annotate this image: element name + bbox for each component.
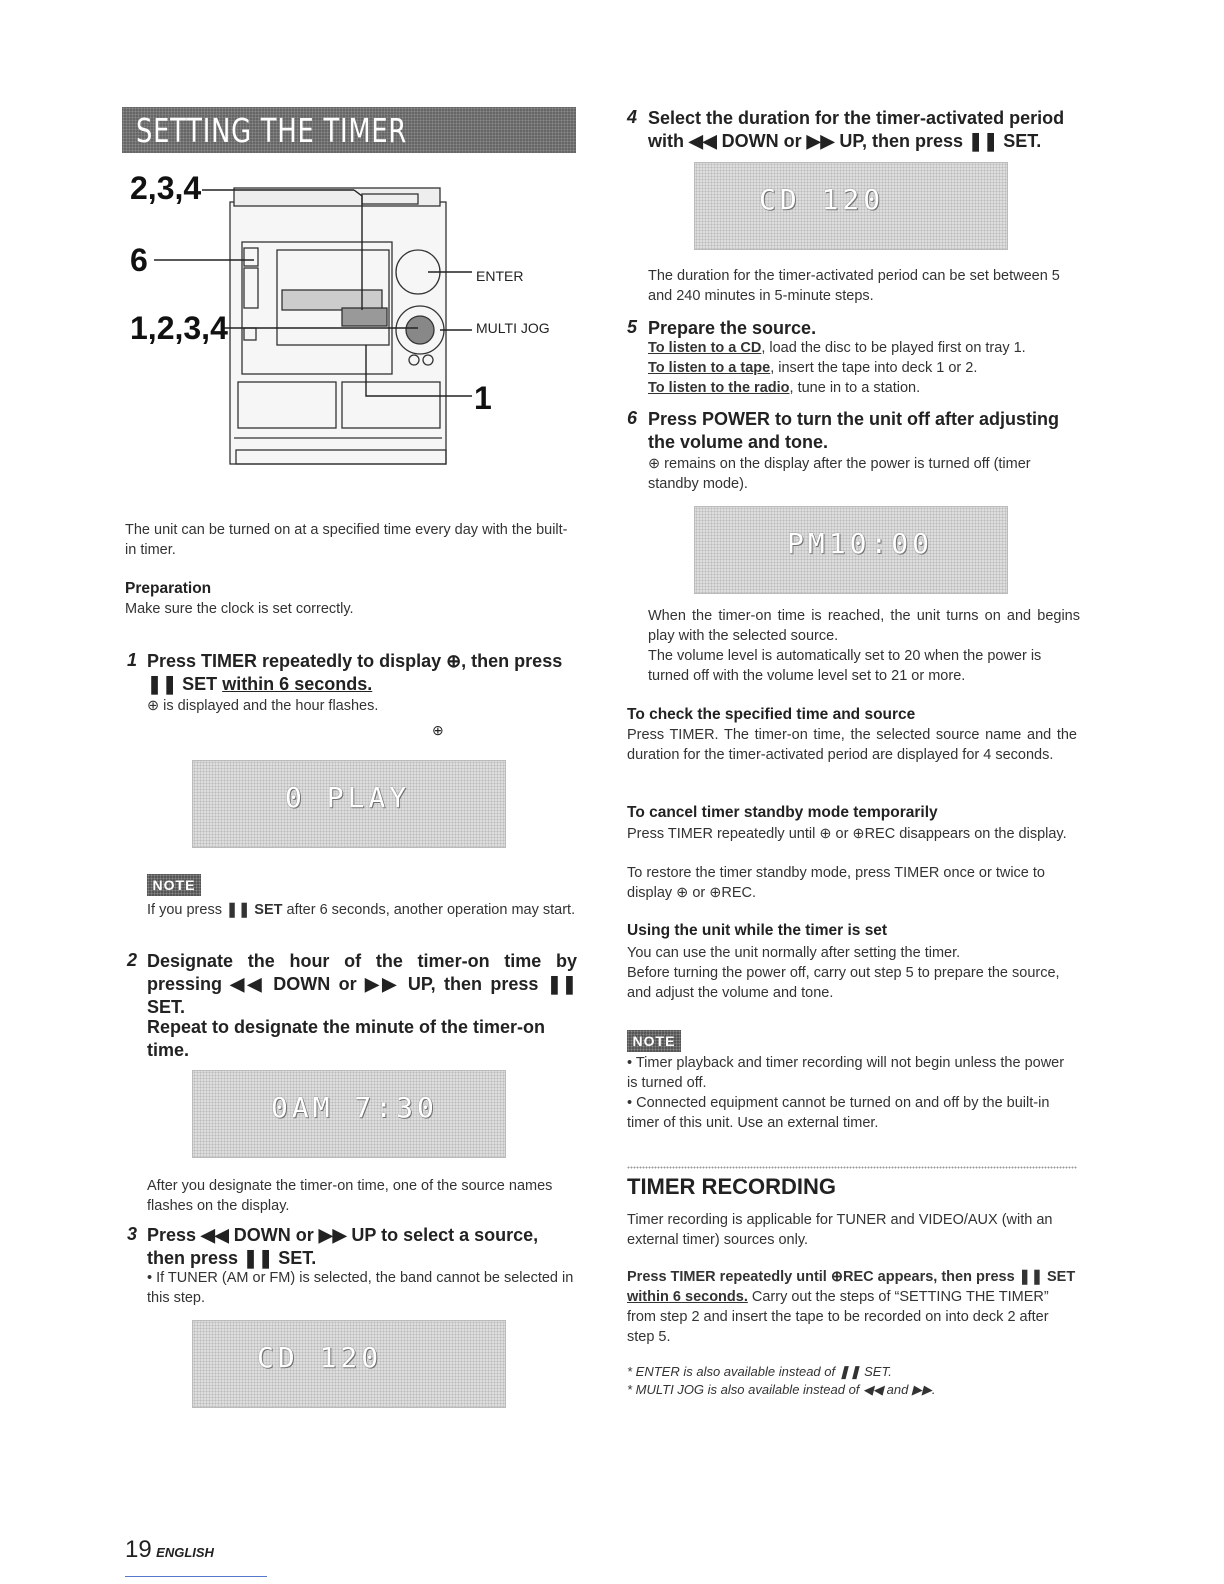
cancel-text-1: Press TIMER repeatedly until ⊕ or ⊕REC disappears on the display. <box>627 826 1067 842</box>
section-divider <box>627 1166 1077 1169</box>
step-6-number: 6 <box>627 408 638 428</box>
preparation-heading: Preparation <box>125 580 212 597</box>
lcd-3-text: CD 120 <box>257 1341 383 1374</box>
note-1-tag: NOTE <box>147 874 201 896</box>
step-6-title: Press POWER to turn the unit off after adjusting the volume and tone. <box>648 409 1060 452</box>
note-2-tag: NOTE <box>627 1030 681 1052</box>
intro-text: The unit can be turned on at a specified time every day with the built-in timer. <box>125 522 568 558</box>
using-text-1: You can use the unit normally after setting the timer. <box>627 945 961 961</box>
step-2-title: Designate the hour of the timer-on time by pressing ◀◀ DOWN or ▶▶ UP, then press ❚❚ SET. <box>147 951 577 1017</box>
clock-icon: ⊕ <box>432 722 444 738</box>
step-1-within: within 6 seconds. <box>222 674 373 694</box>
check-text: Press TIMER. The timer-on time, the selected source name and the duration for the timer-activated period are displayed for 4 seconds. <box>627 727 1077 763</box>
step-3-number: 3 <box>127 1224 138 1244</box>
step-3-title: Press ◀◀ DOWN or ▶▶ UP to select a source, then press ❚❚ SET. <box>147 1225 539 1268</box>
check-heading: To check the specified time and source <box>627 706 916 723</box>
timer-recording-text: Timer recording is applicable for TUNER and VIDEO/AUX (with an external timer) sources only. <box>627 1212 1053 1248</box>
step-1-title <box>147 650 579 696</box>
step-2-after: After you designate the timer-on time, one of the source names flashes on the display. <box>147 1178 553 1214</box>
label-step-1234: 1,2,3,4 <box>130 310 228 346</box>
footnote-multi-jog: * MULTI JOG is also available instead of ◀◀ and ▶▶. <box>627 1382 936 1397</box>
rec-instr-bold: Press TIMER repeatedly until ⊕REC appears, then press ❚❚ SET <box>627 1269 1076 1285</box>
step-5-radio <box>648 378 1080 398</box>
step-5-cd <box>648 338 1080 358</box>
lcd-display-2 <box>192 1070 506 1158</box>
using-text-2: Before turning the power off, carry out step 5 to prepare the source, and adjust the volume and tone. <box>627 965 1060 1001</box>
step-3-bullet: • If TUNER (AM or FM) is selected, the band cannot be selected in this step. <box>147 1270 574 1306</box>
label-step-1: 1 <box>474 380 492 416</box>
tape-link-label: To listen to a tape <box>648 360 771 376</box>
page-language: ENGLISH <box>156 1545 214 1560</box>
timer-recording-heading: TIMER RECORDING <box>627 1174 836 1199</box>
lcd-1-text: 0 PLAY <box>285 781 411 814</box>
page-number: 19 <box>125 1536 152 1563</box>
lcd-display-1 <box>192 760 506 848</box>
rec-instr-within: within 6 seconds. <box>627 1289 748 1305</box>
step-5-tape <box>648 358 1080 378</box>
step-1-set-key: ❚❚ SET <box>147 674 218 694</box>
step-1-number: 1 <box>127 650 138 670</box>
note-2-bullet-1: • Timer playback and timer recording will not begin unless the power is turned off. <box>627 1055 1065 1091</box>
preparation-text: Make sure the clock is set correctly. <box>125 601 354 617</box>
step-2-title-repeat: Repeat to designate the minute of the timer-on time. <box>147 1017 546 1060</box>
label-step-6: 6 <box>130 242 148 278</box>
section-banner <box>122 107 576 153</box>
lcd-2-text: 0AM 7:30 <box>271 1091 438 1124</box>
label-step-234: 2,3,4 <box>130 170 202 206</box>
lcd-display-6 <box>694 506 1008 594</box>
step-6-desc: ⊕ remains on the display after the power is turned off (timer standby mode). <box>648 456 1031 492</box>
step-1-title-text: Press TIMER repeatedly to display ⊕, then press <box>147 651 563 671</box>
step-6-after-1: When the timer-on time is reached, the unit turns on and begins play with the selected source. <box>648 608 1080 644</box>
banner-title: SETTING THE TIMER <box>136 111 408 150</box>
multi-jog-callout: MULTI JOG <box>476 320 550 336</box>
step-6-after-2: The volume level is automatically set to 20 when the power is turned off with the volume level set to 21 or more. <box>648 648 1042 684</box>
device-illustration <box>122 160 582 480</box>
tape-text: , insert the tape into deck 1 or 2. <box>770 360 978 376</box>
note-1-text <box>147 900 577 920</box>
enter-callout: ENTER <box>476 268 524 284</box>
step-4-number: 4 <box>627 107 638 127</box>
lcd-4-text: CD 120 <box>759 183 885 216</box>
step-5-title: Prepare the source. <box>648 318 817 338</box>
timer-recording-instructions <box>627 1267 1077 1347</box>
radio-link-label: To listen to the radio <box>648 380 790 396</box>
step-1-desc: ⊕ is displayed and the hour flashes. <box>147 698 379 714</box>
footer-rule <box>125 1576 267 1577</box>
note-1-text-c: after 6 seconds, another operation may start. <box>286 902 576 918</box>
cancel-text-2: To restore the timer standby mode, press TIMER once or twice to display ⊕ or ⊕REC. <box>627 865 1045 901</box>
cd-text: , load the disc to be played first on tray 1. <box>761 340 1026 356</box>
lcd-6-text: PM10:00 <box>787 527 934 560</box>
note-1-set-key: ❚❚ SET <box>225 902 283 918</box>
lcd-display-4 <box>694 162 1008 250</box>
note-2-bullet-2: • Connected equipment cannot be turned on and off by the built-in timer of this unit. Use an external timer. <box>627 1095 1050 1131</box>
cancel-heading: To cancel timer standby mode temporarily <box>627 804 938 821</box>
rec-instr-rest: Carry out the steps of “SETTING THE TIMER” from step 2 and insert the tape to be recorded on into deck 2 after step 5. <box>627 1289 1049 1345</box>
cd-link-label: To listen to a CD <box>648 340 762 356</box>
page-footer <box>125 1536 214 1564</box>
step-5-number: 5 <box>627 317 638 337</box>
step-4-desc: The duration for the timer-activated period can be set between 5 and 240 minutes in 5-minute steps. <box>648 268 1060 304</box>
step-4-title: Select the duration for the timer-activated period with ◀◀ DOWN or ▶▶ UP, then press ❚❚ SET. <box>648 108 1065 151</box>
using-heading: Using the unit while the timer is set <box>627 922 888 939</box>
step-2-number: 2 <box>127 950 138 970</box>
note-1-text-a: If you press <box>147 902 222 918</box>
lcd-display-3 <box>192 1320 506 1408</box>
footnote-enter: * ENTER is also available instead of ❚❚ SET. <box>627 1364 892 1379</box>
radio-text: , tune in to a station. <box>789 380 921 396</box>
